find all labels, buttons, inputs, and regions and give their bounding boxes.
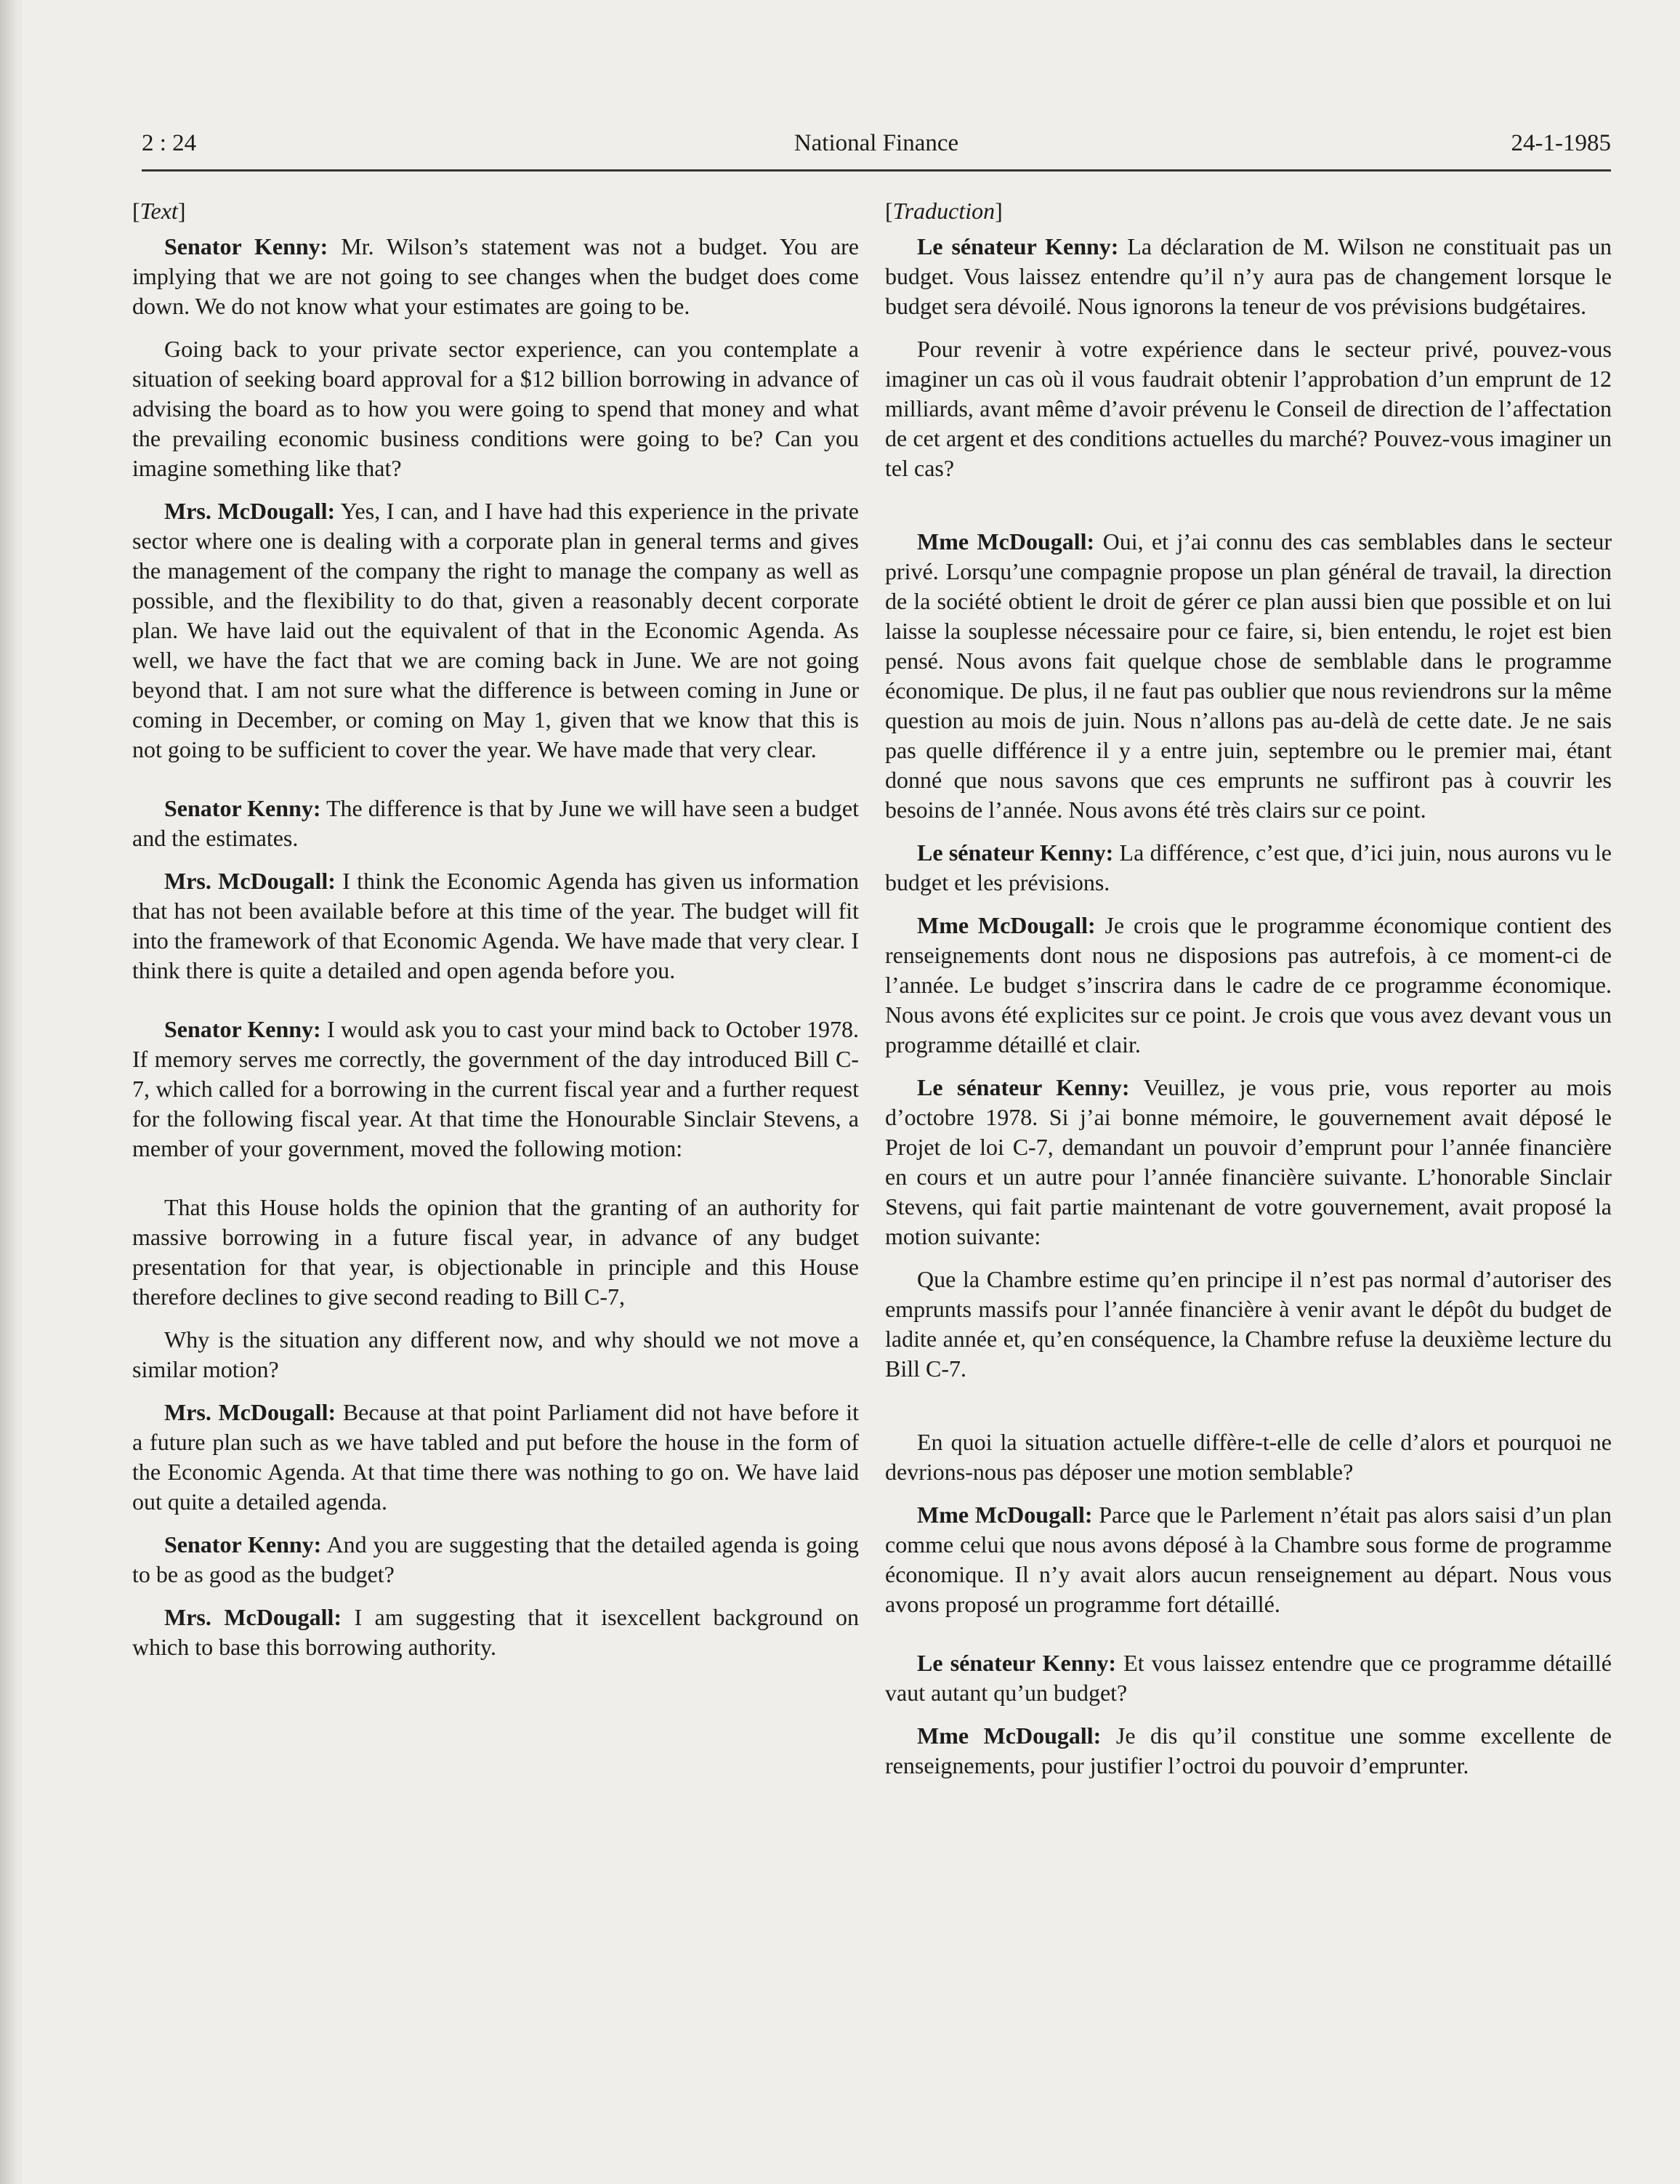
- paragraph: Pour revenir à votre expérience dans le secteur privé, pouvez-vous imaginer un cas où il vous faudrait obtenir l’approbation d’un emprunt de 12 milliards, avant même d’avoir prévenu le Conseil de direction de l’affectation de cet argent et des conditions actuelles du marché? Pouvez-vous imaginer un tel cas?: [885, 336, 1612, 481]
- section-marker: [Text]: [132, 198, 186, 224]
- paragraph: Mrs. McDougall: Because at that point Parliament did not have before it a future plan such as we have tabled and put before the house in the form of the Economic Agenda. At that time there was nothing to go on. We have laid out quite a detailed agenda.: [132, 1399, 860, 1515]
- section-marker: [Traduction]: [885, 198, 1003, 224]
- speaker-name: Mme McDougall:: [917, 528, 1095, 555]
- paragraph: Going back to your private sector experience, can you contemplate a situation of seeking board approval for a $12 billion borrowing in advance of advising the board as to how you were going to spend that money and what the prevailing economic business conditions were going to be? Can you imagine something like that?: [132, 336, 859, 481]
- speaker-name: Mrs. McDougall:: [164, 1399, 336, 1425]
- speaker-name: Le sénateur Kenny:: [917, 1074, 1130, 1100]
- speaker-name: Senator Kenny:: [164, 1016, 321, 1042]
- speaker-name: Senator Kenny:: [164, 233, 328, 259]
- paragraph: Mrs. McDougall: Yes, I can, and I have had this experience in the private sector where one is dealing with a corporate plan in general terms and gives the management of the company the right to manage the company as well as possible, and the flexibility to do that, given a reasonably decent corporate plan. We have laid out the equivalent of that in the Economic Agenda. As well, we have the fact that we are coming back in June. We are not going beyond that. I am not sure what the difference is between coming in June or coming in December, or coming on May 1, given that we know that this is not going to be sufficient to cover the year. We have made that very clear.: [132, 498, 860, 762]
- paragraph: Le sénateur Kenny: La différence, c’est que, d’ici juin, nous aurons vu le budget et les prévisions.: [885, 839, 1612, 895]
- speaker-name: Senator Kenny:: [164, 1531, 322, 1558]
- paragraph: Mme McDougall: Je dis qu’il constitue une somme excellente de renseignements, pour justifier l’octroi du pouvoir d’emprunter.: [885, 1722, 1612, 1778]
- speaker-name: Mme McDougall:: [917, 1722, 1102, 1749]
- speaker-name: Le sénateur Kenny:: [917, 839, 1114, 866]
- paragraph: En quoi la situation actuelle diffère-t-elle de celle d’alors et pourquoi ne devrions-nous pas déposer une motion semblable?: [885, 1429, 1612, 1485]
- quoted-motion: Que la Chambre estime qu’en principe il n’est pas normal d’autoriser des emprunts massifs pour l’année financière à venir avant le dépôt du budget de ladite année et, qu’en conséquence, la Chambre refuse la deuxième lecture du Bill C-7.: [885, 1266, 1612, 1382]
- paragraph: Why is the situation any different now, and why should we not move a similar motion?: [132, 1326, 859, 1382]
- speaker-name: Mme McDougall:: [917, 912, 1096, 938]
- paragraph: Mrs. McDougall: I think the Economic Agenda has given us information that has not been available before at this time of the year. The budget will fit into the framework of that Economic Agenda. We have made that very clear. I think there is quite a detailed and open agenda before you.: [132, 868, 860, 983]
- speaker-name: Mrs. McDougall:: [164, 498, 336, 524]
- paragraph: Mrs. McDougall: I am suggesting that it isexcellent background on which to base this borrowing authority.: [132, 1604, 860, 1660]
- paragraph: Senator Kenny: I would ask you to cast your mind back to October 1978. If memory serves me correctly, the government of the day introduced Bill C-7, which called for a borrowing in the current fiscal year and a further request for the following fiscal year. At that time the Honourable Sinclair Stevens, a member of your government, moved the following motion:: [132, 1016, 860, 1161]
- quoted-motion: That this House holds the opinion that the granting of an authority for massive borrowing in a future fiscal year, in advance of any budget presentation for that year, is objectionable in principle and this House therefore declines to give second reading to Bill C-7,: [132, 1194, 859, 1310]
- paragraph: Senator Kenny: And you are suggesting that the detailed agenda is going to be as good as the budget?: [132, 1531, 860, 1587]
- paragraph: Le sénateur Kenny: Et vous laissez entendre que ce programme détaillé vaut autant qu’un budget?: [885, 1650, 1612, 1706]
- speaker-name: Le sénateur Kenny:: [917, 233, 1119, 259]
- paragraph: Mme McDougall: Parce que le Parlement n’était pas alors saisi d’un plan comme celui que nous avons déposé à la Chambre sous forme de programme économique. Il n’y avait alors aucun renseignement au départ. Nous vous avons proposé un programme fort détaillé.: [885, 1502, 1612, 1617]
- speaker-name: Mrs. McDougall:: [164, 868, 336, 894]
- english-column: [132, 196, 859, 1675]
- speaker-name: Le sénateur Kenny:: [917, 1650, 1116, 1676]
- header-date: 24-1-1985: [1511, 130, 1611, 156]
- paragraph: Mme McDougall: Oui, et j’ai connu des cas semblables dans le secteur privé. Lorsqu’une compagnie propose un plan général de travail, la direction de la société obtient le droit de gérer ce plan aussi bien que possible et on lui laisse la souplesse nécessaire pour ce faire, si, bien entendu, le rojet est bien pensé. Nous avons fait quelque chose de semblable dans le programme économique. De plus, il ne faut pas oublier que nous reviendrons sur la même question au mois de juin. Nous n’allons pas au-delà de cette date. Je ne sais pas quelle différence il y a entre juin, septembre ou le premier mai, étant donné que nous savons que ces emprunts ne suffiront pas à couvrir les besoins de l’année. Nous avons été très clairs sur ce point.: [885, 528, 1612, 823]
- speaker-name: Mrs. McDougall:: [164, 1604, 342, 1630]
- speaker-name: Senator Kenny:: [164, 795, 321, 821]
- paragraph: Senator Kenny: The difference is that by June we will have seen a budget and the estimates.: [132, 795, 860, 851]
- page-number: 2 : 24: [142, 130, 197, 156]
- speaker-name: Mme McDougall:: [917, 1502, 1093, 1528]
- french-column: [885, 196, 1612, 1794]
- running-title: National Finance: [793, 130, 959, 156]
- paragraph: Le sénateur Kenny: La déclaration de M. Wilson ne constituait pas un budget. Vous laissez entendre qu’il n’y aura pas de changement lorsque le budget sera dévoilé. Nous ignorons la teneur de vos prévisions budgétaires.: [885, 233, 1612, 319]
- paragraph: Mme McDougall: Je crois que le programme économique contient des renseignements dont nous ne disposions pas autrefois, à ce moment-ci de l’année. Le budget s’inscrira dans le cadre de ce programme économique. Nous avons été explicites sur ce point. Je crois que vous avez devant vous un programme détaillé et clair.: [885, 912, 1612, 1057]
- page-header: [142, 126, 1611, 172]
- paragraph: Le sénateur Kenny: Veuillez, je vous prie, vous reporter au mois d’octobre 1978. Si j’ai bonne mémoire, le gouvernement avait déposé le Projet de loi C-7, demandant un pouvoir d’emprunt pour l’année financière en cours et un autre pour l’année financière suivante. L’honorable Sinclair Stevens, qui fait partie maintenant de votre gouvernement, avait proposé la motion suivante:: [885, 1074, 1612, 1249]
- paragraph: Senator Kenny: Mr. Wilson’s statement was not a budget. You are implying that we are not going to see changes when the budget does come down. We do not know what your estimates are going to be.: [132, 233, 860, 319]
